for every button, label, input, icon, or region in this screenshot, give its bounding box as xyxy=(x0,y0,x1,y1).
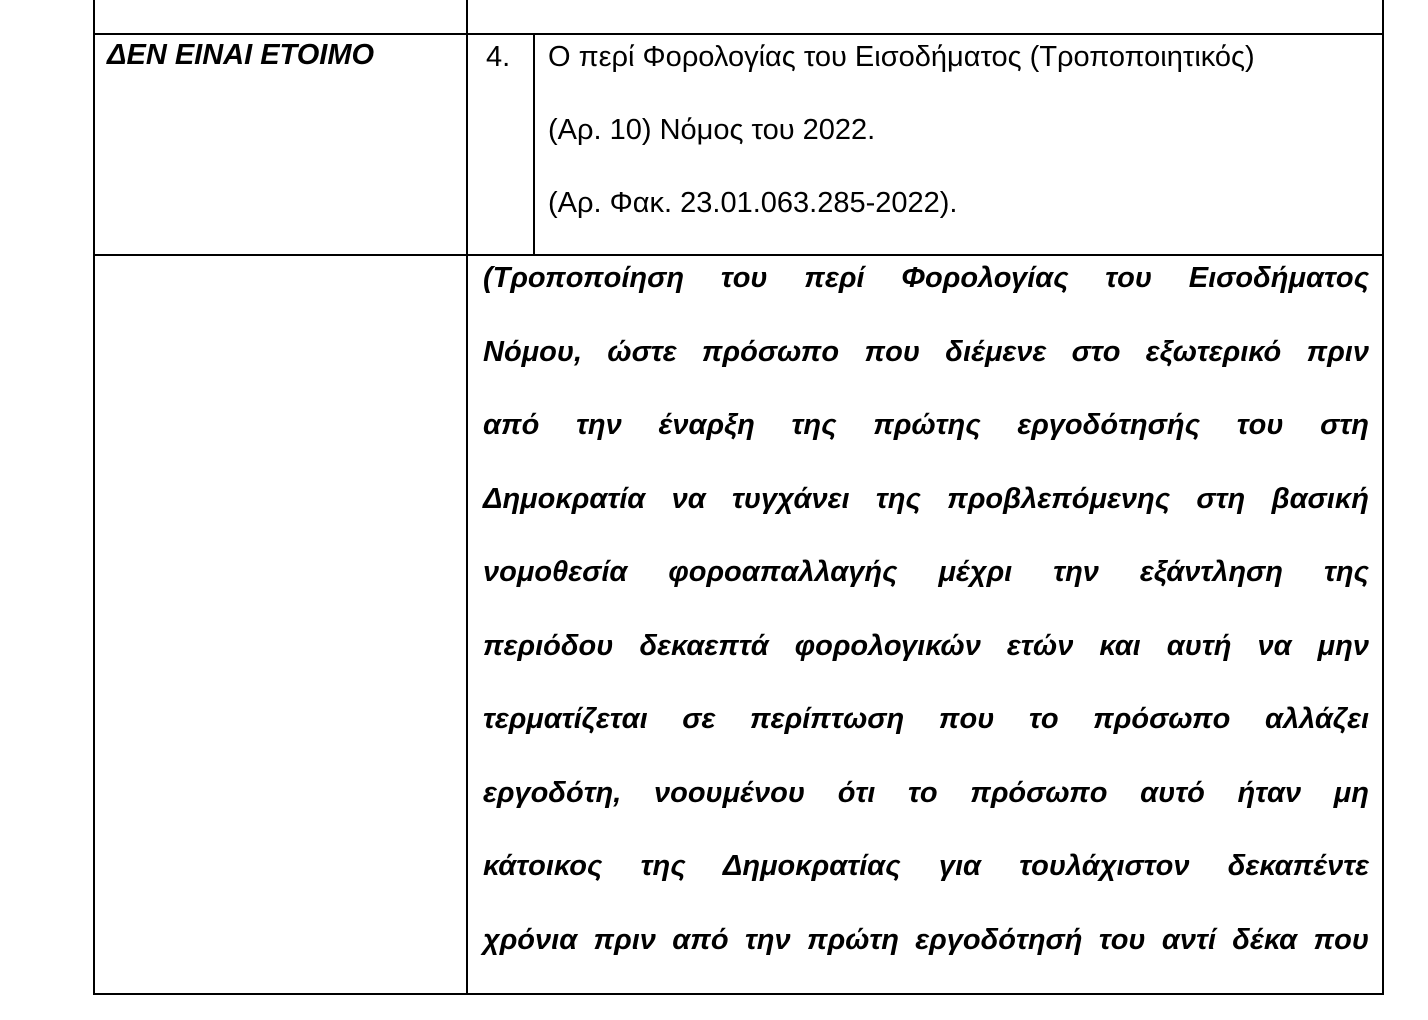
table-border-left xyxy=(93,0,95,995)
description-line: τερματίζεται σε περίπτωση που το πρόσωπο αλλάζει xyxy=(483,703,1369,735)
description-line: νομοθεσία φοροαπαλλαγής μέχρι την εξάντληση της xyxy=(483,556,1369,588)
number-column-divider xyxy=(533,35,535,256)
bill-title-line: Ο περί Φορολογίας του Εισοδήματος (Τροποποιητικός) xyxy=(548,41,1255,73)
bill-title-line: (Αρ. 10) Νόμος του 2022. xyxy=(548,114,876,146)
item-number: 4. xyxy=(486,41,511,73)
description-line: Νόμου, ώστε πρόσωπο που διέμενε στο εξωτερικό πριν xyxy=(483,335,1369,368)
column-divider xyxy=(466,0,468,995)
description-line: Δημοκρατία να τυγχάνει της προβλεπόμενης στη βασική xyxy=(483,482,1369,515)
file-reference: (Αρ. Φακ. 23.01.063.285-2022). xyxy=(548,187,958,219)
description-line: από την έναρξη της πρώτης εργοδότησής του στη xyxy=(483,409,1369,441)
description-line: περιόδου δεκαεπτά φορολογικών ετών και αυτή να μην xyxy=(483,629,1369,662)
description-line: κάτοικος της Δημοκρατίας για τουλάχιστον δεκαπέντε xyxy=(483,850,1369,882)
table-border-right xyxy=(1382,0,1384,995)
description-line: εργοδότη, νοουμένου ότι το πρόσωπο αυτό ήταν μη xyxy=(483,776,1369,809)
description-line: χρόνια πριν από την πρώτη εργοδότησή του αντί δέκα που xyxy=(483,923,1369,956)
status-label: ΔΕΝ ΕΙΝΑΙ ΕΤΟΙΜΟ xyxy=(107,39,375,71)
description-line: (Τροποποίηση του περί Φορολογίας του Εισοδήματος xyxy=(483,262,1369,294)
table-border-bottom xyxy=(93,993,1384,995)
bill-description xyxy=(483,256,1369,991)
